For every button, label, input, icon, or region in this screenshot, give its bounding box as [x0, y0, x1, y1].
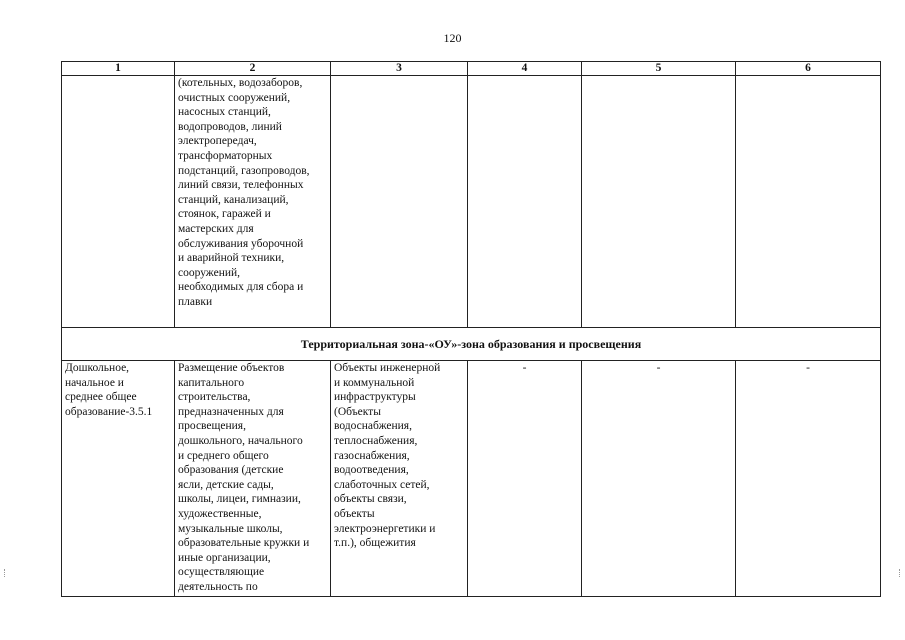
header-row [62, 62, 881, 76]
scan-margin-mark [899, 569, 901, 577]
cell-text: - [522, 362, 527, 374]
cell-text: - [806, 362, 810, 374]
column-header-3: 3 [331, 62, 468, 76]
table-cell [736, 361, 881, 597]
table-cell [331, 76, 468, 328]
column-header-1: 1 [62, 62, 175, 76]
table-cell [468, 76, 582, 328]
column-header-4: 4 [468, 62, 582, 76]
cell-text: - [656, 362, 661, 374]
table-row [62, 76, 881, 328]
table-cell [175, 361, 331, 597]
use-description: Размещение объектов капитального строительства, предназначенных для просвещения, дошкольного, начального и среднего общего образования (детские ясли, детские сады, школы, лицеи, гимназии, художественные, музыкальные школы, образовательные кружки и иные организации, осуществляющие деятельность по [178, 362, 310, 593]
table-row [62, 361, 881, 597]
zone-heading-row [62, 328, 881, 361]
scan-margin-mark [4, 569, 6, 577]
regulations-table [61, 61, 881, 597]
table-cell [62, 361, 175, 597]
column-header-6: 6 [736, 62, 881, 76]
zone-heading: Территориальная зона-«ОУ»-зона образования и просвещения [62, 328, 881, 361]
table-cell [331, 361, 468, 597]
table-cell [736, 76, 881, 328]
auxiliary-uses: Объекты инженерной и коммунальной инфраструктуры (Объекты водоснабжения, теплоснабжения, газоснабжения, водоотведения, слаботочных сетей, объекты связи, объекты электроэнергетики и т.п.), общежития [334, 362, 441, 550]
column-header-5: 5 [582, 62, 736, 76]
table-cell [62, 76, 175, 328]
page-number: 120 [443, 31, 462, 45]
table-cell [468, 361, 582, 597]
table-cell [175, 76, 331, 328]
table-cell [582, 76, 736, 328]
table-cell [582, 361, 736, 597]
cell-text: (котельных, водозаборов, очистных сооружений, насосных станций, водопроводов, линий электропередач, трансформаторных подстанций, газопроводов, линий связи, телефонных станций, канализаций, стоянок, гаражей и мастерских для обслуживания уборочной и аварийной техники, сооружений, необходимых для сбора и плавки [178, 77, 310, 308]
land-use-type: Дошкольное, начальное и среднее общее образование-3.5.1 [65, 362, 153, 418]
column-header-2: 2 [175, 62, 331, 76]
